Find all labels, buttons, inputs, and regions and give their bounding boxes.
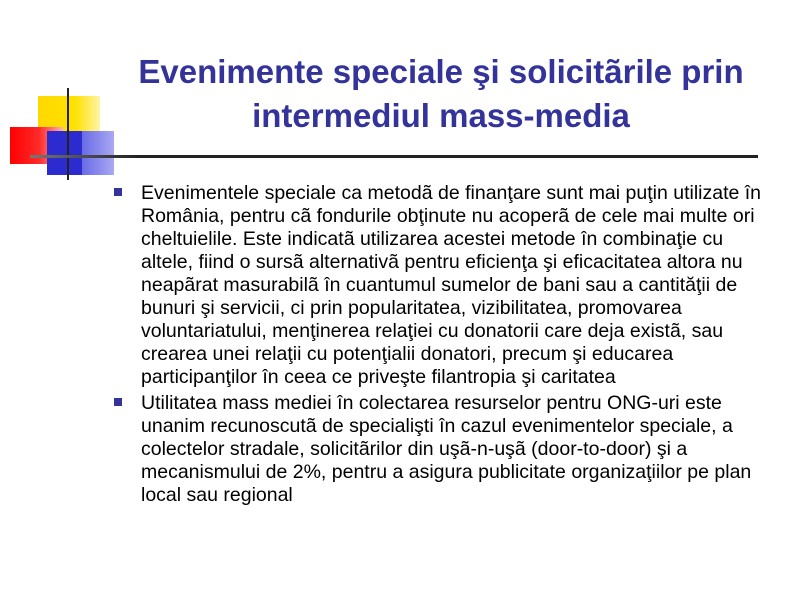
decorative-logo: [0, 0, 130, 190]
logo-vertical-line: [67, 88, 69, 180]
title-underline: [30, 155, 758, 158]
logo-blue-square: [47, 131, 82, 175]
bullet-item: [110, 182, 775, 389]
bullet-text: Utilitatea mass mediei în colectarea resurselor pentru ONG-uri este unanim recunoscutã de specialişti în cazul evenimentelor speciale, a colectelor stradale, solicitãrilor din uşã-n-uşã (door-to-door) şi a mecanismului de 2%, pentru a asigura publicitate organizaţiilor pe plan local sau regional: [141, 392, 752, 506]
logo-light-blue-square: [82, 131, 114, 175]
bullet-list: [110, 182, 775, 510]
bullet-item: [110, 392, 775, 507]
bullet-square-icon: [114, 398, 122, 406]
bullet-text: Evenimentele speciale ca metodã de finanţare sunt mai puţin utilizate în România, pentru cã fondurile obţinute nu acoperã de cele mai multe ori cheltuielile. Este indicatã utilizarea acestei metode în combinaţie cu altele, fiind o sursã alternativã pentru eficienţa şi eficacitatea altora nu neapãrat masurabilã în cuantumul sumelor de bani sau a cantităţii de bunuri şi servicii, ci prin popularitatea, vizibilitatea, promovarea voluntariatului, menţinerea relaţiei cu donatorii care deja existã, sau crearea unei relaţii cu potenţialii donatori, precum şi educarea participanţilor în ceea ce priveşte filantropia şi caritatea: [141, 182, 762, 388]
slide-title: Evenimente speciale şi solicitãrile prin intermediul mass-media: [138, 53, 744, 134]
bullet-square-icon: [114, 188, 122, 196]
